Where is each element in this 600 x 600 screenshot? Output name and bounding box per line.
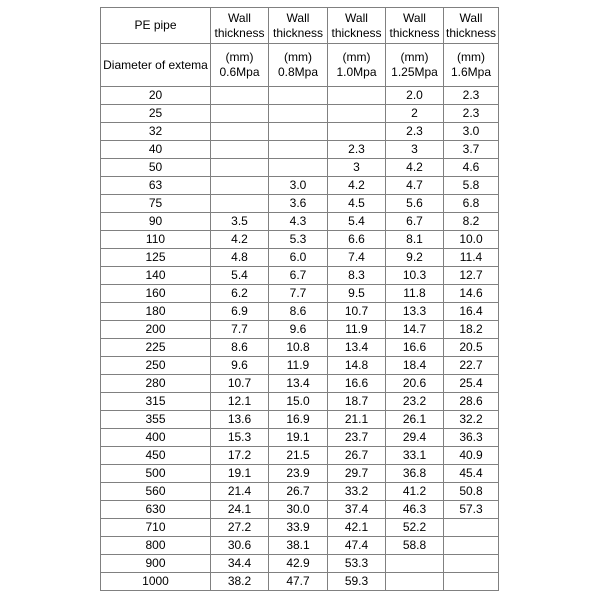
- table-row: [101, 537, 499, 555]
- thickness-cell: 8.6: [211, 339, 269, 357]
- diameter-cell: 63: [101, 177, 211, 195]
- thickness-cell: 14.7: [386, 321, 444, 339]
- thickness-cell: 9.6: [211, 357, 269, 375]
- thickness-cell: 9.5: [328, 285, 386, 303]
- thickness-cell: 16.4: [444, 303, 499, 321]
- unit-label: (mm): [400, 50, 429, 64]
- thickness-cell: 46.3: [386, 501, 444, 519]
- thickness-cell: 7.7: [269, 285, 328, 303]
- thickness-cell: 8.1: [386, 231, 444, 249]
- table-row: [101, 231, 499, 249]
- table-row: [101, 303, 499, 321]
- thickness-cell: 2.0: [386, 87, 444, 105]
- table-row: [101, 267, 499, 285]
- thickness-cell: 3: [328, 159, 386, 177]
- diameter-cell: 500: [101, 465, 211, 483]
- thickness-cell: 3: [386, 141, 444, 159]
- thickness-cell: [444, 573, 499, 591]
- thickness-cell: 32.2: [444, 411, 499, 429]
- thickness-cell: [269, 141, 328, 159]
- thickness-cell: 38.2: [211, 573, 269, 591]
- thickness-cell: 6.0: [269, 249, 328, 267]
- table-row: [101, 519, 499, 537]
- thickness-cell: 42.9: [269, 555, 328, 573]
- thickness-cell: 26.7: [269, 483, 328, 501]
- table-row: [101, 213, 499, 231]
- wall-thickness-header-cell: [211, 8, 269, 44]
- diameter-cell: 400: [101, 429, 211, 447]
- thickness-cell: 3.6: [269, 195, 328, 213]
- table-row: [101, 411, 499, 429]
- thickness-cell: 7.4: [328, 249, 386, 267]
- thickness-cell: 40.9: [444, 447, 499, 465]
- table-row: [101, 105, 499, 123]
- thickness-cell: [211, 141, 269, 159]
- pressure-label: 1.25Mpa: [391, 65, 438, 79]
- wall-thickness-line1: Wall: [459, 10, 483, 25]
- diameter-cell: 160: [101, 285, 211, 303]
- diameter-cell: 32: [101, 123, 211, 141]
- thickness-cell: 3.0: [269, 177, 328, 195]
- table-row: [101, 123, 499, 141]
- diameter-cell: 900: [101, 555, 211, 573]
- wall-thickness-line1: Wall: [286, 10, 310, 25]
- thickness-cell: 3.7: [444, 141, 499, 159]
- pressure-label: 0.6Mpa: [219, 65, 260, 79]
- thickness-cell: 26.1: [386, 411, 444, 429]
- thickness-cell: 3.0: [444, 123, 499, 141]
- table-row: [101, 429, 499, 447]
- thickness-cell: 8.2: [444, 213, 499, 231]
- thickness-cell: 15.0: [269, 393, 328, 411]
- diameter-cell: 315: [101, 393, 211, 411]
- thickness-cell: 29.4: [386, 429, 444, 447]
- wall-thickness-line2: thickness: [445, 25, 497, 40]
- thickness-cell: 10.8: [269, 339, 328, 357]
- table-row: [101, 141, 499, 159]
- thickness-cell: 34.4: [211, 555, 269, 573]
- unit-label: (mm): [457, 50, 485, 64]
- thickness-cell: 53.3: [328, 555, 386, 573]
- thickness-cell: 2.3: [386, 123, 444, 141]
- diameter-cell: 225: [101, 339, 211, 357]
- diameter-header-cell: Diameter of extema: [101, 44, 211, 87]
- thickness-cell: 13.4: [269, 375, 328, 393]
- table-row: [101, 285, 499, 303]
- pressure-label: 1.0Mpa: [336, 65, 377, 79]
- thickness-cell: 13.4: [328, 339, 386, 357]
- table-row: [101, 195, 499, 213]
- diameter-cell: 1000: [101, 573, 211, 591]
- pressure-label: 1.6Mpa: [450, 65, 492, 79]
- thickness-cell: 23.9: [269, 465, 328, 483]
- thickness-cell: 6.9: [211, 303, 269, 321]
- thickness-cell: 5.3: [269, 231, 328, 249]
- thickness-cell: 10.0: [444, 231, 499, 249]
- table-row: [101, 87, 499, 105]
- thickness-cell: 7.7: [211, 321, 269, 339]
- thickness-cell: 21.4: [211, 483, 269, 501]
- thickness-cell: 16.6: [386, 339, 444, 357]
- thickness-cell: 4.7: [386, 177, 444, 195]
- thickness-cell: 9.2: [386, 249, 444, 267]
- thickness-cell: 10.7: [211, 375, 269, 393]
- thickness-cell: 59.3: [328, 573, 386, 591]
- thickness-cell: 18.7: [328, 393, 386, 411]
- thickness-cell: 10.3: [386, 267, 444, 285]
- diameter-cell: 630: [101, 501, 211, 519]
- thickness-cell: 4.2: [386, 159, 444, 177]
- thickness-cell: 11.9: [269, 357, 328, 375]
- wall-thickness-header-cell: [269, 8, 328, 44]
- thickness-cell: 2: [386, 105, 444, 123]
- pressure-header-cell: [328, 44, 386, 87]
- header-row-units: [101, 44, 499, 87]
- table-row: [101, 249, 499, 267]
- thickness-cell: [328, 123, 386, 141]
- thickness-cell: 38.1: [269, 537, 328, 555]
- table-row: [101, 177, 499, 195]
- pressure-label: 0.8Mpa: [277, 65, 319, 79]
- thickness-cell: [444, 519, 499, 537]
- thickness-cell: 11.4: [444, 249, 499, 267]
- wall-thickness-line2: thickness: [272, 25, 324, 40]
- thickness-cell: 11.9: [328, 321, 386, 339]
- pressure-header-cell: [386, 44, 444, 87]
- thickness-cell: [444, 555, 499, 573]
- thickness-cell: 2.3: [444, 87, 499, 105]
- thickness-cell: 4.8: [211, 249, 269, 267]
- table-row: [101, 465, 499, 483]
- thickness-cell: 9.6: [269, 321, 328, 339]
- thickness-cell: 47.4: [328, 537, 386, 555]
- thickness-cell: 30.0: [269, 501, 328, 519]
- thickness-cell: 16.9: [269, 411, 328, 429]
- thickness-cell: 36.3: [444, 429, 499, 447]
- unit-label: (mm): [342, 50, 371, 64]
- diameter-cell: 140: [101, 267, 211, 285]
- unit-label: (mm): [225, 50, 254, 64]
- thickness-cell: [328, 105, 386, 123]
- diameter-cell: 355: [101, 411, 211, 429]
- header-row-product: [101, 8, 499, 44]
- thickness-cell: [386, 573, 444, 591]
- thickness-cell: 6.7: [386, 213, 444, 231]
- thickness-cell: 33.2: [328, 483, 386, 501]
- thickness-cell: 52.2: [386, 519, 444, 537]
- table-row: [101, 393, 499, 411]
- thickness-cell: 5.6: [386, 195, 444, 213]
- diameter-cell: 450: [101, 447, 211, 465]
- pressure-header-cell: [444, 44, 499, 87]
- thickness-cell: 2.3: [444, 105, 499, 123]
- thickness-cell: 47.7: [269, 573, 328, 591]
- pressure-header-cell: [211, 44, 269, 87]
- thickness-cell: 2.3: [328, 141, 386, 159]
- thickness-cell: 21.5: [269, 447, 328, 465]
- thickness-cell: 18.2: [444, 321, 499, 339]
- unit-label: (mm): [284, 50, 312, 64]
- table-row: [101, 321, 499, 339]
- diameter-cell: 200: [101, 321, 211, 339]
- thickness-cell: 5.4: [328, 213, 386, 231]
- thickness-cell: 12.7: [444, 267, 499, 285]
- diameter-cell: 280: [101, 375, 211, 393]
- thickness-cell: 28.6: [444, 393, 499, 411]
- thickness-cell: 22.7: [444, 357, 499, 375]
- thickness-cell: 25.4: [444, 375, 499, 393]
- thickness-cell: [269, 159, 328, 177]
- thickness-cell: 5.8: [444, 177, 499, 195]
- thickness-cell: 27.2: [211, 519, 269, 537]
- thickness-cell: 12.1: [211, 393, 269, 411]
- thickness-cell: 6.7: [269, 267, 328, 285]
- diameter-cell: 75: [101, 195, 211, 213]
- thickness-cell: 5.4: [211, 267, 269, 285]
- thickness-cell: 33.9: [269, 519, 328, 537]
- table-row: [101, 573, 499, 591]
- thickness-cell: 30.6: [211, 537, 269, 555]
- thickness-cell: 24.1: [211, 501, 269, 519]
- thickness-cell: 20.5: [444, 339, 499, 357]
- thickness-cell: 26.7: [328, 447, 386, 465]
- pe-pipe-header-cell: PE pipe: [101, 8, 211, 44]
- thickness-cell: 50.8: [444, 483, 499, 501]
- thickness-cell: 8.3: [328, 267, 386, 285]
- thickness-cell: 19.1: [211, 465, 269, 483]
- thickness-cell: 37.4: [328, 501, 386, 519]
- diameter-cell: 20: [101, 87, 211, 105]
- thickness-cell: 58.8: [386, 537, 444, 555]
- wall-thickness-line1: Wall: [228, 10, 251, 25]
- thickness-cell: [328, 87, 386, 105]
- diameter-cell: 110: [101, 231, 211, 249]
- thickness-cell: 41.2: [386, 483, 444, 501]
- diameter-cell: 180: [101, 303, 211, 321]
- diameter-cell: 40: [101, 141, 211, 159]
- wall-thickness-line2: thickness: [389, 25, 440, 40]
- pe-pipe-spec-table: [100, 7, 499, 591]
- table-header: [101, 8, 499, 87]
- thickness-cell: 18.4: [386, 357, 444, 375]
- thickness-cell: 42.1: [328, 519, 386, 537]
- thickness-cell: 14.8: [328, 357, 386, 375]
- diameter-cell: 125: [101, 249, 211, 267]
- thickness-cell: 10.7: [328, 303, 386, 321]
- thickness-cell: 21.1: [328, 411, 386, 429]
- thickness-cell: [269, 123, 328, 141]
- thickness-cell: 3.5: [211, 213, 269, 231]
- thickness-cell: 45.4: [444, 465, 499, 483]
- thickness-cell: 4.5: [328, 195, 386, 213]
- thickness-cell: 8.6: [269, 303, 328, 321]
- table-row: [101, 555, 499, 573]
- table-row: [101, 483, 499, 501]
- thickness-cell: 4.6: [444, 159, 499, 177]
- table-body: [101, 87, 499, 591]
- thickness-cell: 13.6: [211, 411, 269, 429]
- thickness-cell: [269, 87, 328, 105]
- thickness-cell: 20.6: [386, 375, 444, 393]
- table-row: [101, 159, 499, 177]
- thickness-cell: 19.1: [269, 429, 328, 447]
- thickness-cell: 4.2: [328, 177, 386, 195]
- diameter-cell: 250: [101, 357, 211, 375]
- thickness-cell: 29.7: [328, 465, 386, 483]
- thickness-cell: [269, 105, 328, 123]
- thickness-cell: 4.2: [211, 231, 269, 249]
- thickness-cell: 6.8: [444, 195, 499, 213]
- pressure-header-cell: [269, 44, 328, 87]
- pe-pipe-spec-table-container: [100, 7, 499, 591]
- thickness-cell: [211, 177, 269, 195]
- thickness-cell: [444, 537, 499, 555]
- thickness-cell: [211, 87, 269, 105]
- thickness-cell: 14.6: [444, 285, 499, 303]
- wall-thickness-line2: thickness: [214, 25, 265, 40]
- thickness-cell: 36.8: [386, 465, 444, 483]
- thickness-cell: 4.3: [269, 213, 328, 231]
- thickness-cell: 57.3: [444, 501, 499, 519]
- table-row: [101, 375, 499, 393]
- table-row: [101, 447, 499, 465]
- diameter-cell: 90: [101, 213, 211, 231]
- thickness-cell: 15.3: [211, 429, 269, 447]
- thickness-cell: 6.6: [328, 231, 386, 249]
- wall-thickness-line1: Wall: [403, 10, 426, 25]
- wall-thickness-header-cell: [386, 8, 444, 44]
- thickness-cell: 11.8: [386, 285, 444, 303]
- table-row: [101, 357, 499, 375]
- diameter-cell: 800: [101, 537, 211, 555]
- wall-thickness-line2: thickness: [331, 25, 382, 40]
- table-row: [101, 501, 499, 519]
- thickness-cell: [211, 105, 269, 123]
- thickness-cell: [211, 159, 269, 177]
- wall-thickness-header-cell: [328, 8, 386, 44]
- diameter-cell: 50: [101, 159, 211, 177]
- thickness-cell: [386, 555, 444, 573]
- thickness-cell: 23.7: [328, 429, 386, 447]
- thickness-cell: [211, 123, 269, 141]
- thickness-cell: [211, 195, 269, 213]
- thickness-cell: 23.2: [386, 393, 444, 411]
- diameter-cell: 560: [101, 483, 211, 501]
- thickness-cell: 33.1: [386, 447, 444, 465]
- wall-thickness-header-cell: [444, 8, 499, 44]
- thickness-cell: 17.2: [211, 447, 269, 465]
- thickness-cell: 13.3: [386, 303, 444, 321]
- wall-thickness-line1: Wall: [345, 10, 368, 25]
- thickness-cell: 6.2: [211, 285, 269, 303]
- diameter-cell: 710: [101, 519, 211, 537]
- table-row: [101, 339, 499, 357]
- diameter-cell: 25: [101, 105, 211, 123]
- thickness-cell: 16.6: [328, 375, 386, 393]
